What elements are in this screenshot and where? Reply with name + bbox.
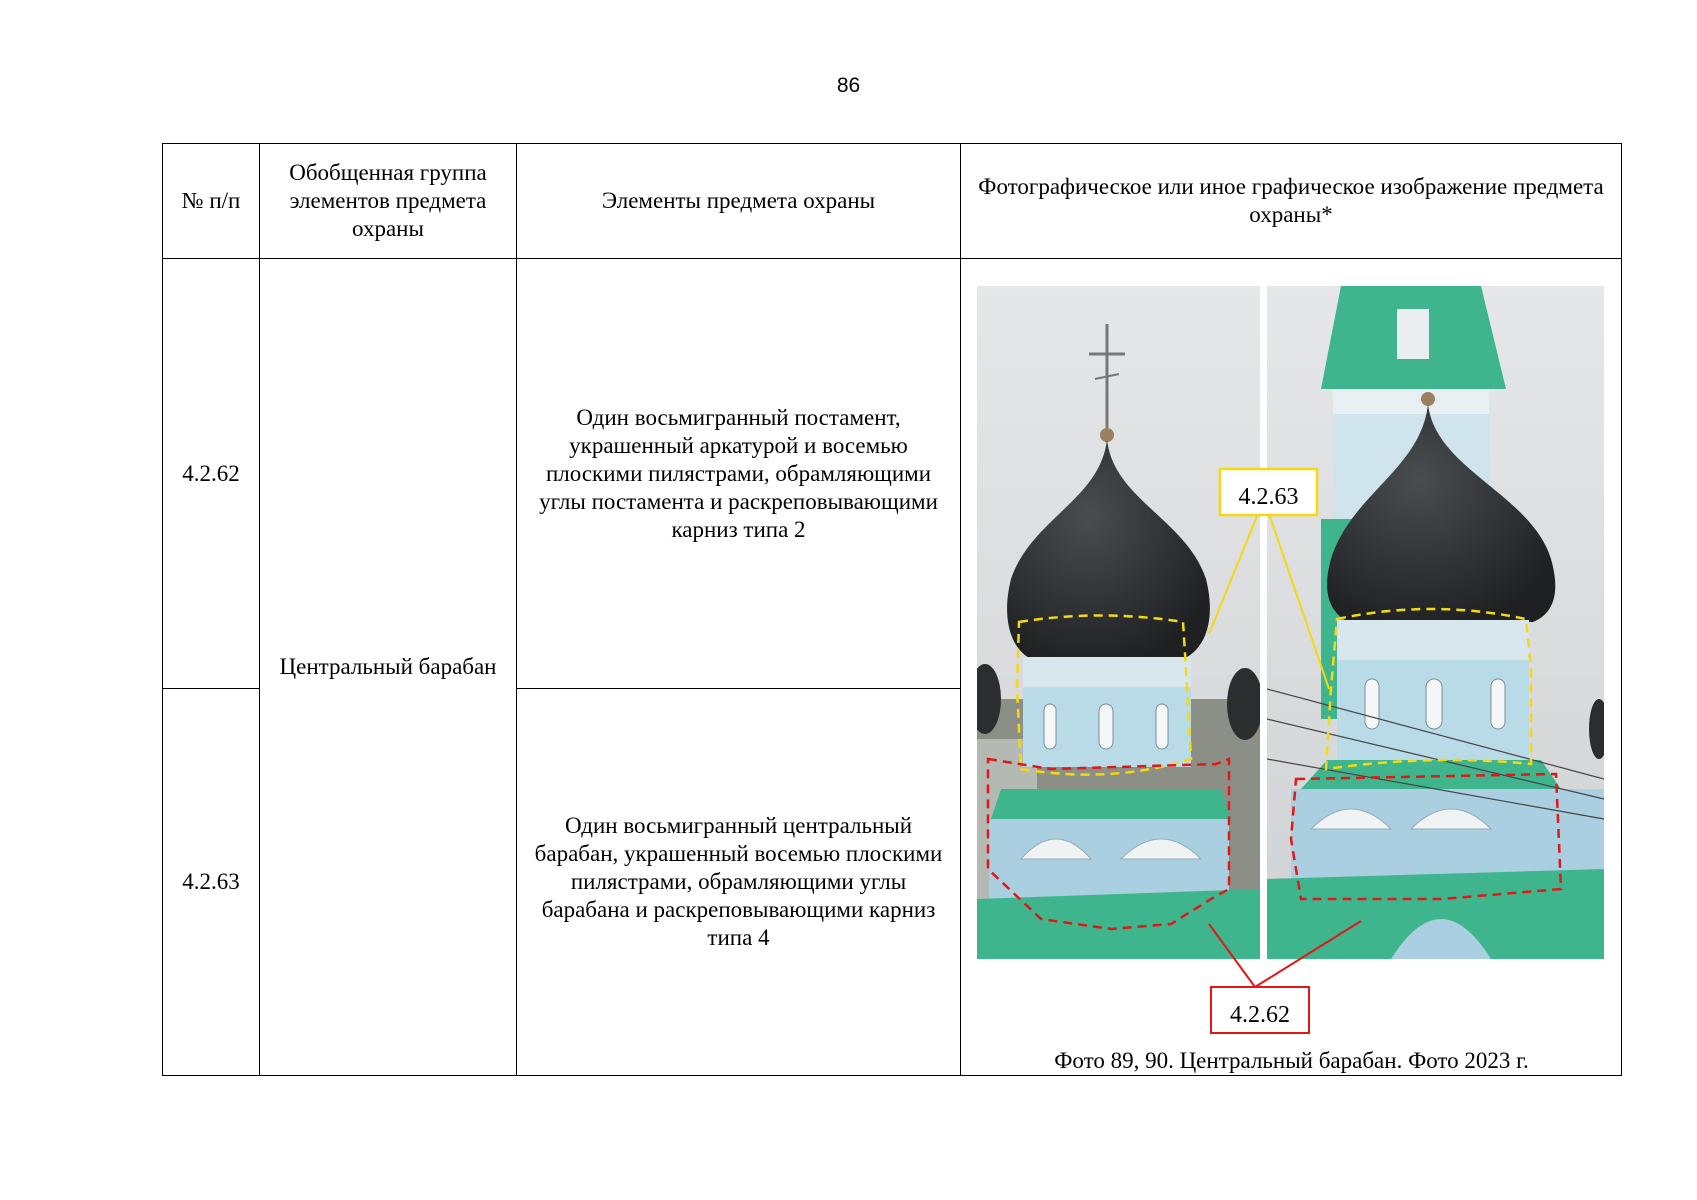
photo-panel — [961, 259, 1621, 1075]
row-number: 4.2.62 — [163, 259, 260, 689]
photo-89 — [969, 286, 1263, 959]
header-number: № п/п — [163, 144, 260, 259]
group-name: Центральный барабан — [260, 259, 517, 1076]
table-row — [163, 259, 1622, 689]
callout-label-top: 4.2.63 — [1238, 484, 1299, 510]
photo-caption: Фото 89, 90. Центральный барабан. Фото 2023 г. — [1054, 1048, 1529, 1073]
protection-table — [162, 143, 1622, 1076]
row-element: Один восьмигранный постамент, украшенный аркатурой и восемью плоскими пилястрами, обрамляющими углы постамента и раскреповывающими карниз типа 2 — [517, 259, 961, 689]
callout-label-bottom: 4.2.62 — [1230, 1002, 1290, 1028]
photo-cell — [961, 259, 1622, 1076]
page-number: 86 — [836, 74, 861, 97]
photo-collage — [961, 259, 1622, 1077]
row-number: 4.2.63 — [163, 689, 260, 1076]
row-element: Один восьмигранный центральный барабан, украшенный восемью плоскими пилястрами, обрамляющими углы барабана и раскреповывающими карниз типа 4 — [517, 689, 961, 1076]
header-image: Фотографическое или иное графическое изображение предмета охраны* — [961, 144, 1622, 259]
photo-90 — [1267, 286, 1609, 959]
header-group: Обобщенная группа элементов предмета охраны — [260, 144, 517, 259]
header-row — [163, 144, 1622, 259]
header-elements: Элементы предмета охраны — [517, 144, 961, 259]
